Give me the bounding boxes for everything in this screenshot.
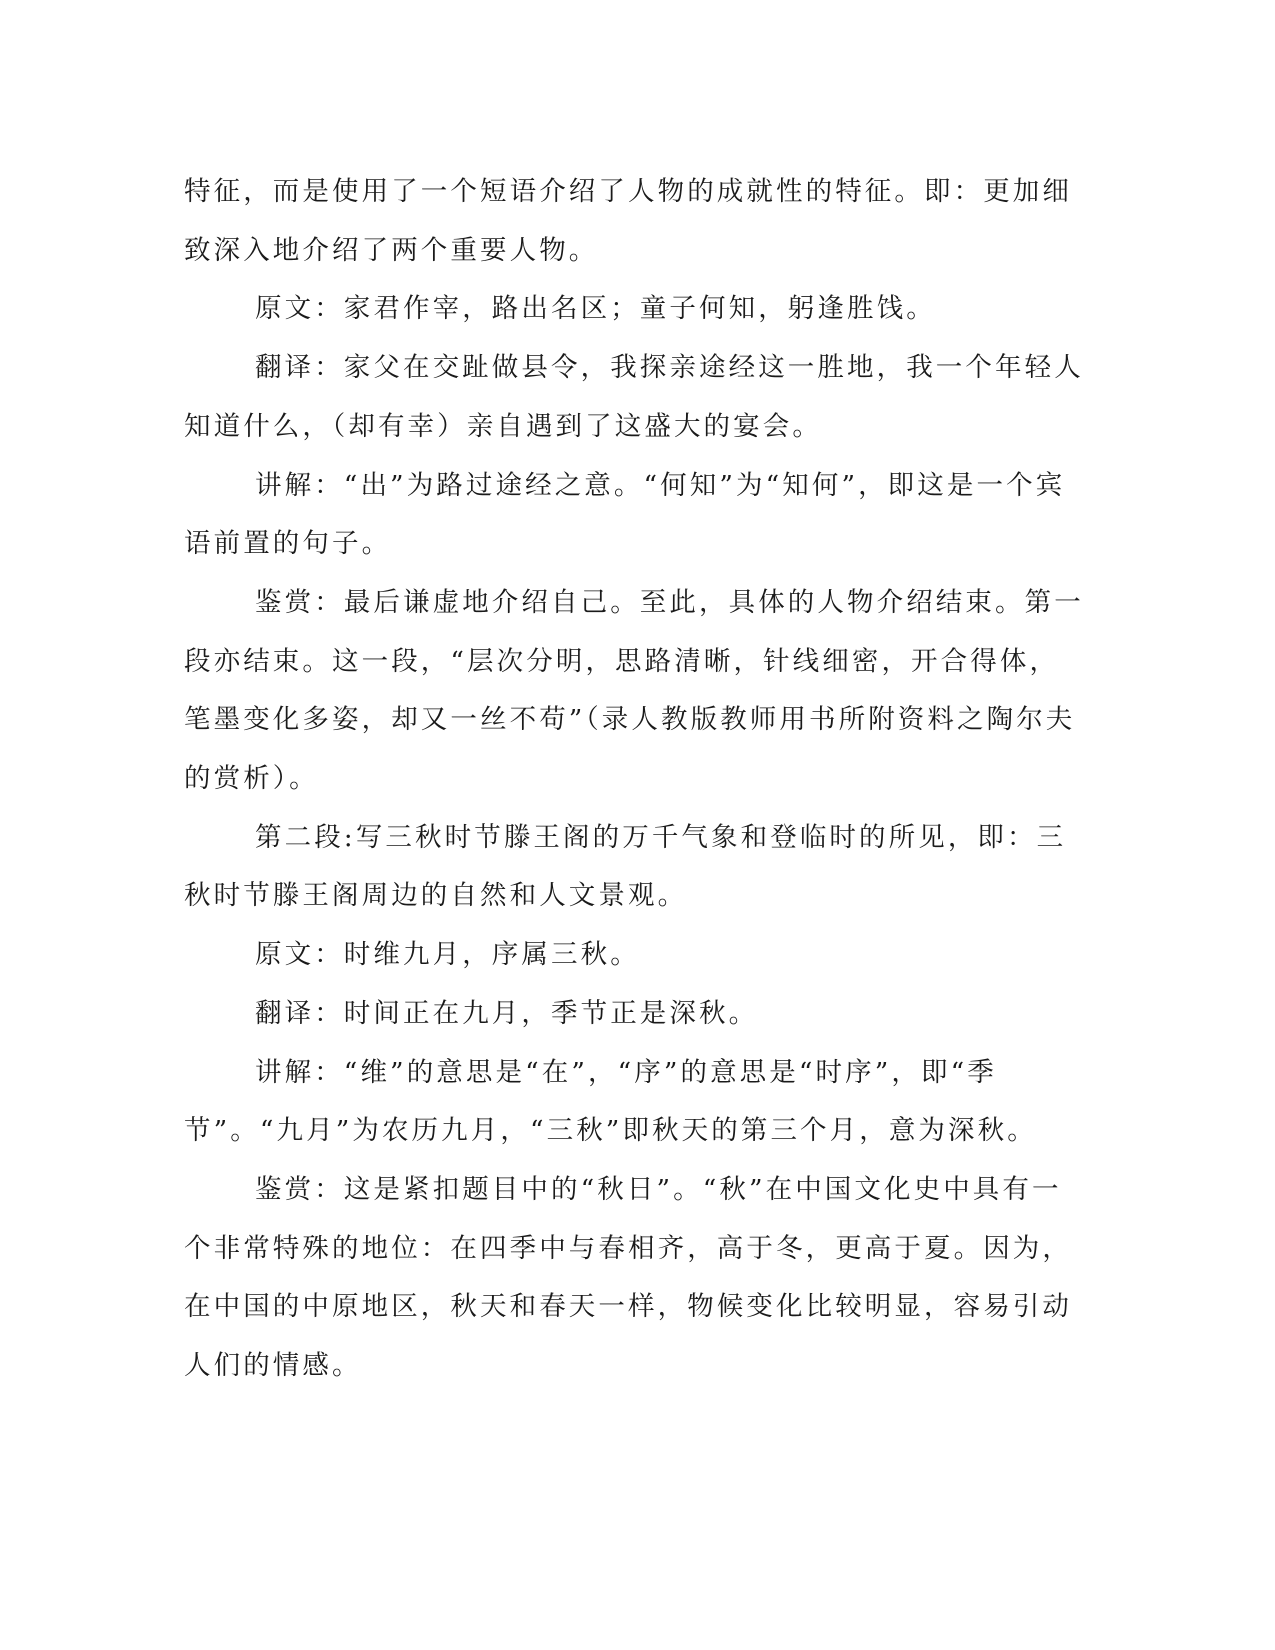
paragraph-2: 原文：家君作宰，路出名区；童子何知，躬逢胜饯。	[255, 293, 936, 325]
paragraph-6: 第二段:写三秋时节滕王阁的万千气象和登临时的所见，即：三秋时节滕王阁周边的自然和人文景观。	[184, 821, 1067, 912]
paragraph-1: 特征，而是使用了一个短语介绍了人物的成就性的特征。即：更加细致深入地介绍了两个重要人物。	[184, 176, 1072, 266]
document-body	[184, 163, 1084, 1396]
paragraph-9: 讲解：“维”的意思是“在”，“序”的意思是“时序”，即“季节”。“九月”为农历九月，“三秋”即秋天的第三个月，意为深秋。	[184, 1056, 1037, 1147]
paragraph-7: 原文：时维九月，序属三秋。	[255, 939, 640, 971]
paragraph-8: 翻译：时间正在九月，季节正是深秋。	[255, 997, 759, 1029]
paragraph-3: 翻译：家父在交趾做县令，我探亲途经这一胜地，我一个年轻人知道什么，（却有幸）亲自遇到了这盛大的宴会。	[184, 352, 1084, 442]
paragraph-10: 鉴赏：这是紧扣题目中的“秋日”。“秋”在中国文化史中具有一个非常特殊的地位：在四季中与春相齐，高于冬，更高于夏。因为，在中国的中原地区，秋天和春天一样，物候变化比较明显，容易引动人们的情感。	[184, 1173, 1072, 1382]
paragraph-4: 讲解：“出”为路过途经之意。“何知”为“知何”，即这是一个宾语前置的句子。	[184, 469, 1066, 560]
paragraph-5: 鉴赏：最后谦虚地介绍自己。至此，具体的人物介绍结束。第一段亦结束。这一段，“层次分明，思路清晰，针线细密，开合得体，笔墨变化多姿，却又一丝不苟”（录人教版教师用书所附资料之陶尔夫的赏析）。	[184, 586, 1084, 795]
